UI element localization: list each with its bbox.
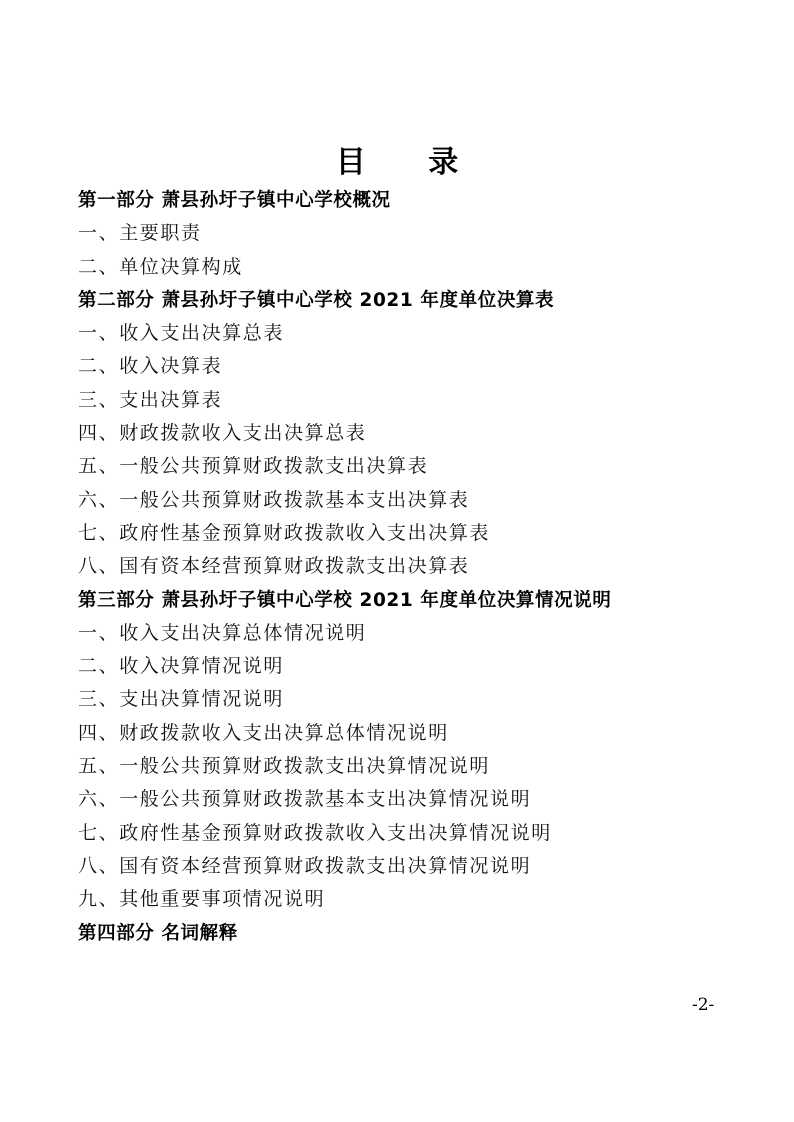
toc-part-heading: 第四部分 名词解释	[78, 922, 238, 944]
toc-item: 七、政府性基金预算财政拨款收入支出决算表	[78, 521, 491, 544]
toc-item: 五、一般公共预算财政拨款支出决算情况说明	[78, 755, 491, 778]
toc-item: 二、收入决算情况说明	[78, 655, 285, 678]
toc-part-heading: 第二部分 萧县孙圩子镇中心学校 2021 年度单位决算表	[78, 289, 555, 311]
toc-item: 二、收入决算表	[78, 355, 223, 378]
toc-item: 二、单位决算构成	[78, 255, 243, 278]
toc-item: 七、政府性基金预算财政拨款收入支出决算情况说明	[78, 821, 552, 844]
toc-item: 五、一般公共预算财政拨款支出决算表	[78, 455, 429, 478]
toc-item: 八、国有资本经营预算财政拨款支出决算情况说明	[78, 854, 532, 877]
toc-item: 三、支出决算情况说明	[78, 688, 285, 711]
toc-item: 三、支出决算表	[78, 388, 223, 411]
table-of-contents	[78, 184, 738, 950]
toc-item: 九、其他重要事项情况说明	[78, 888, 326, 911]
page-title: 目 录	[335, 145, 485, 180]
toc-item: 一、收入支出决算总体情况说明	[78, 621, 367, 644]
toc-item: 一、收入支出决算总表	[78, 322, 285, 345]
toc-item: 六、一般公共预算财政拨款基本支出决算情况说明	[78, 788, 532, 811]
page-number: -2-	[692, 995, 715, 1015]
toc-item: 四、财政拨款收入支出决算总体情况说明	[78, 721, 449, 744]
toc-item: 一、主要职责	[78, 222, 202, 245]
toc-part-heading: 第三部分 萧县孙圩子镇中心学校 2021 年度单位决算情况说明	[78, 589, 612, 611]
toc-item: 六、一般公共预算财政拨款基本支出决算表	[78, 488, 470, 511]
toc-item: 八、国有资本经营预算财政拨款支出决算表	[78, 555, 470, 578]
toc-item: 四、财政拨款收入支出决算总表	[78, 422, 367, 445]
toc-part-heading: 第一部分 萧县孙圩子镇中心学校概况	[78, 190, 391, 211]
